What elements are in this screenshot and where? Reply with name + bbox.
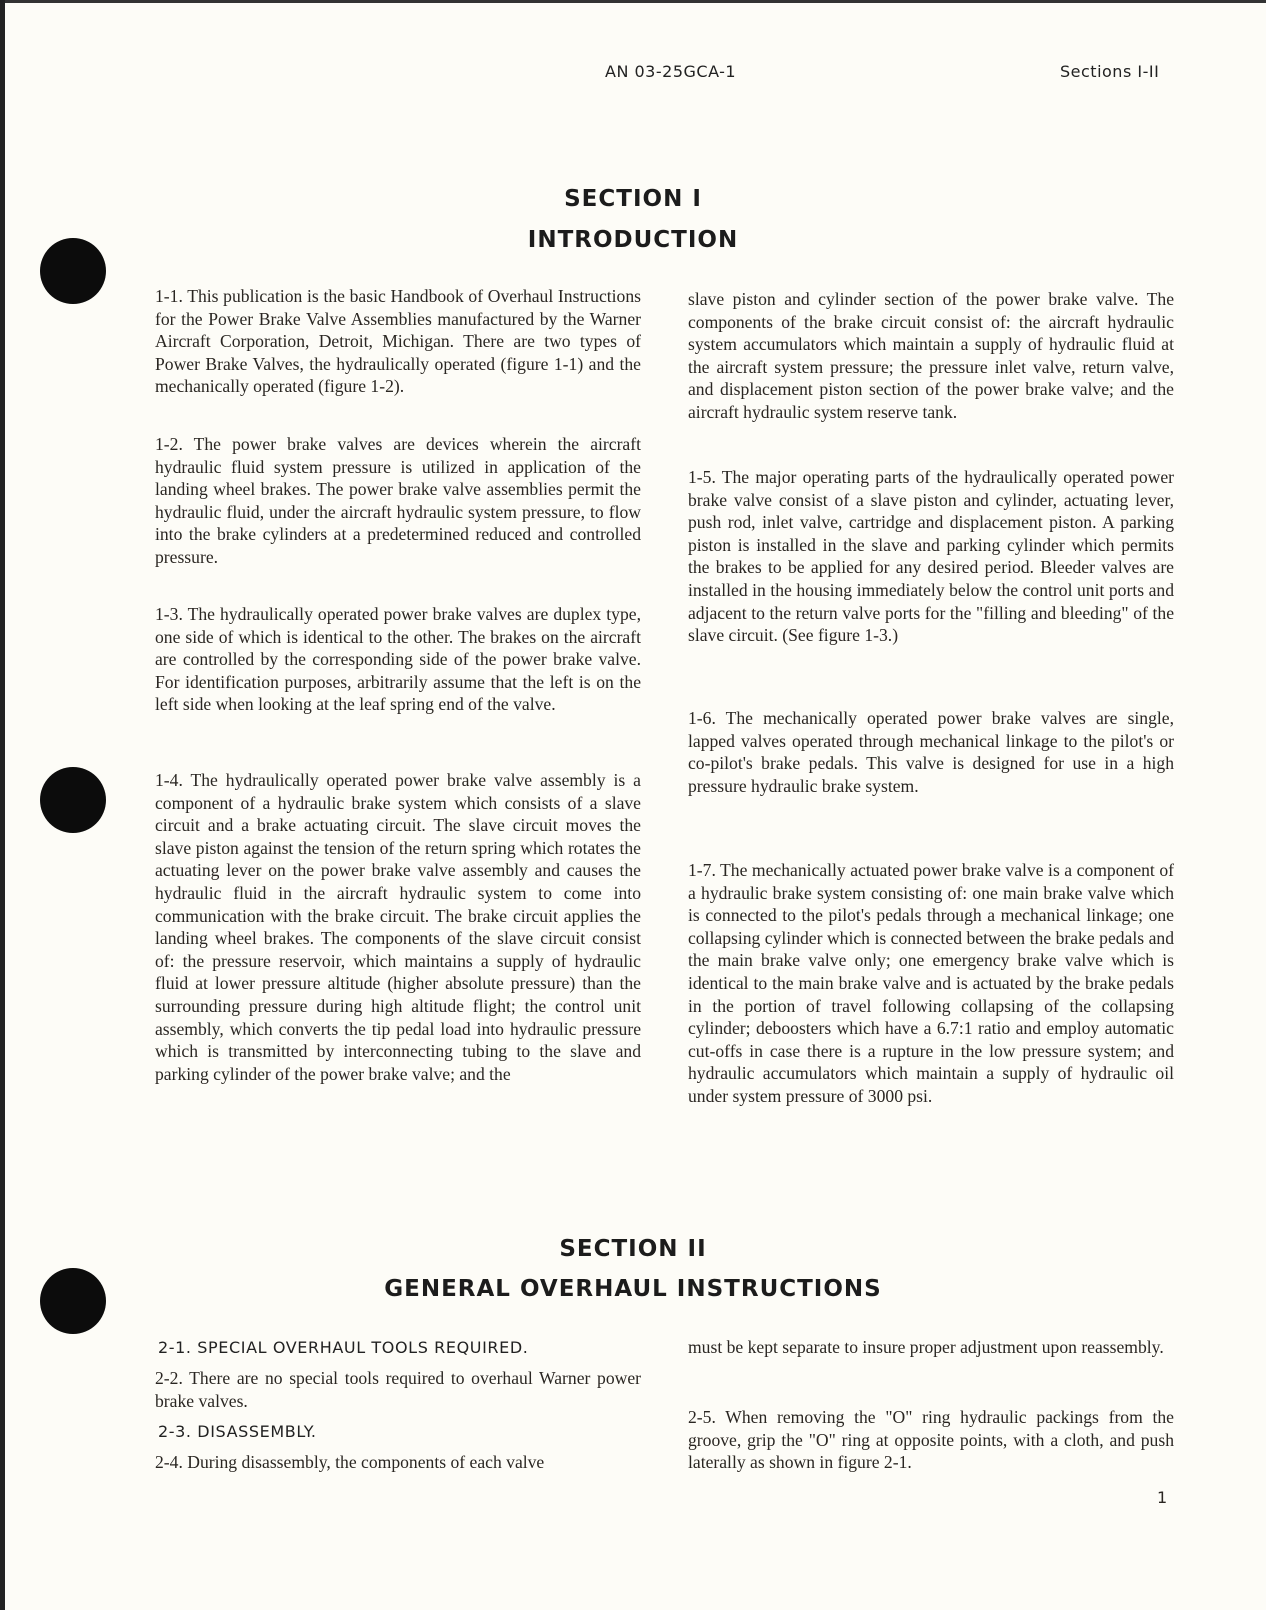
paragraph-1-5: 1-5. The major operating parts of the hydraulically operated power brake valve consist of a slave piston and cylinder, actuating lever, push rod, inlet valve, cartridge and displacement piston. A parking piston is installed in the slave and parking cylinder which permits the brakes to be applied for any desired period. Bleeder valves are installed in the housing immediately below the control unit ports and adjacent to the return valve ports for the "filling and bleeding" of the slave circuit. (See figure 1-3.) (688, 467, 1174, 646)
paragraph-1-3: 1-3. The hydraulically operated power brake valves are duplex type, one side of which is identical to the other. The brakes on the aircraft are controlled by the corresponding side of the power brake valve. For identification purposes, arbitrarily assume that the left is on the left side when looking at the leaf spring end of the valve. (155, 604, 641, 715)
paragraph-2-2: 2-2. There are no special tools required to overhaul Warner power brake valves. (155, 1368, 641, 1411)
paragraph-1-2: 1-2. The power brake valves are devices wherein the aircraft hydraulic fluid system pressure is utilized in application of the landing wheel brakes. The power brake valve assemblies permit the hydraulic fluid, under the aircraft hydraulic system pressure, to flow into the brake cylinders at a predetermined reduced and controlled pressure. (155, 434, 641, 567)
paragraph-1-4-cont: slave piston and cylinder section of the power brake valve. The components of the brake circuit consist of: the aircraft hydraulic system accumulators which maintain a supply of hydraulic fluid at the aircraft system pressure; the pressure inlet valve, return valve, and displacement piston section of the power brake valve; and the aircraft hydraulic system reserve tank. (688, 289, 1174, 422)
paragraph-1-7: 1-7. The mechanically actuated power brake valve is a component of a hydraulic brake system consisting of: one main brake valve which is connected to the pilot's pedals through a mechanical linkage; one collapsing cylinder which is connected between the brake pedals and the main brake valve only; one emergency brake valve which is identical to the main brake valve and is actuated by the brake pedals in the portion of travel following collapsing of the collapsing cylinder; deboosters which have a 6.7:1 ratio and employ automatic cut-offs in case there is a rupture in the low pressure system; and hydraulic accumulators which maintain a supply of hydraulic oil under system pressure of 3000 psi. (688, 860, 1174, 1106)
paragraph-2-5: 2-5. When removing the "O" ring hydraulic packings from the groove, grip the "O" ring at opposite points, with a cloth, and push laterally as shown in figure 2-1. (688, 1407, 1174, 1473)
paragraph-1-6: 1-6. The mechanically operated power brake valves are single, lapped valves operated through mechanical linkage to the pilot's or co-pilot's brake pedals. This valve is designed for use in a high pressure hydraulic brake system. (688, 708, 1174, 796)
scan-top-edge (0, 0, 1266, 3)
section-2-title: SECTION II (559, 1236, 707, 1262)
paragraph-2-4: 2-4. During disassembly, the components of each valve (155, 1452, 545, 1472)
paragraph-1-4: 1-4. The hydraulically operated power brake valve assembly is a component of a hydraulic brake system which consists of a slave circuit and a brake actuating circuit. The slave circuit moves the slave piston against the tension of the return spring which rotates the actuating lever on the power brake valve assembly and causes the hydraulic fluid in the aircraft hydraulic system to come into communication with the brake circuit. The brake circuit applies the landing wheel brakes. The components of the slave circuit consist of: the pressure reservoir, which maintains a supply of hydraulic fluid at lower pressure altitude (higher absolute pressure) than the surrounding pressure during high altitude flight; the control unit assembly, which converts the tip pedal load into hydraulic pressure which is transmitted by interconnecting tubing to the slave and parking cylinder of the power brake valve; and the (155, 770, 641, 1084)
heading-2-1: 2-1. SPECIAL OVERHAUL TOOLS REQUIRED. (158, 1338, 529, 1357)
paragraph-2-4-cont: must be kept separate to insure proper adjustment upon reassembly. (688, 1337, 1164, 1357)
section-1-title: SECTION I (564, 186, 702, 212)
section-1-subtitle: INTRODUCTION (527, 227, 739, 253)
header-sections: Sections I-II (1060, 62, 1160, 81)
heading-2-3: 2-3. DISASSEMBLY. (158, 1422, 317, 1441)
page-number: 1 (1157, 1488, 1168, 1507)
punch-hole (40, 767, 106, 833)
paragraph-1-1: 1-1. This publication is the basic Handbook of Overhaul Instructions for the Power Brake Valve Assemblies manufactured by the Warner Aircraft Corporation, Detroit, Michigan. There are two types of Power Brake Valves, the hydraulically operated (figure 1-1) and the mechanically operated (figure 1-2). (155, 286, 641, 397)
section-2-subtitle: GENERAL OVERHAUL INSTRUCTIONS (384, 1276, 882, 1302)
doc-number: AN 03-25GCA-1 (605, 62, 737, 81)
